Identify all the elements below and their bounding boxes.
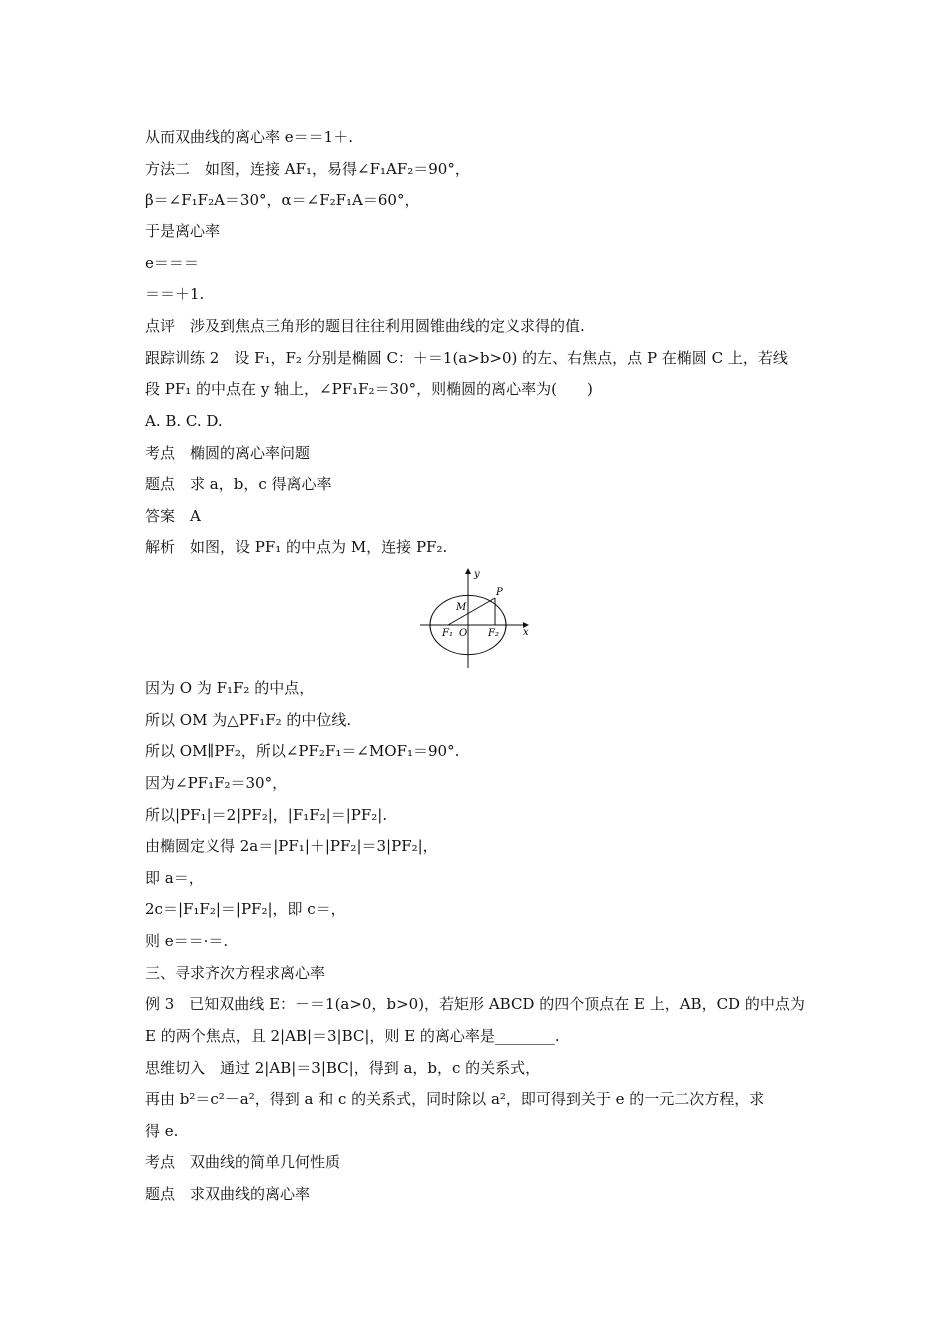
text-line: A. B. C. D. (145, 412, 223, 430)
text-line: e＝＝＝ (145, 254, 199, 272)
text-line: 题点 求双曲线的离心率 (145, 1185, 311, 1203)
text-line: 题点 求 a，b，c 得离心率 (145, 475, 332, 493)
text-line: 从而双曲线的离心率 e＝＝1＋. (145, 128, 353, 146)
label-F1: F₁ (442, 628, 453, 639)
label-y: y (474, 569, 480, 580)
text-line: 点评 涉及到焦点三角形的题目往往利用圆锥曲线的定义求得的值. (145, 317, 585, 335)
text-line: 答案 A (145, 507, 201, 525)
text-line: β＝∠F₁F₂A＝30°，α＝∠F₂F₁A＝60°， (145, 191, 420, 209)
text-line: 因为 O 为 F₁F₂ 的中点， (145, 679, 315, 697)
text-line: 则 e＝＝·＝. (145, 932, 229, 950)
text-line: 思维切入 通过 2|AB|＝3|BC|，得到 a，b，c 的关系式， (145, 1059, 541, 1077)
text-line: ＝＝＋1. (145, 285, 205, 303)
text-line: 即 a＝， (145, 869, 204, 887)
label-x: x (523, 627, 529, 638)
text-line: 考点 双曲线的简单几何性质 (145, 1153, 341, 1171)
label-F2: F₂ (488, 628, 499, 639)
text-line: 所以 OM∥PF₂，所以∠PF₂F₁＝∠MOF₁＝90°. (145, 742, 460, 760)
text-line: 2c＝|F₁F₂|＝|PF₂|，即 c＝， (145, 900, 346, 918)
text-line: 段 PF₁ 的中点在 y 轴上，∠PF₁F₂＝30°，则椭圆的离心率为( ) (145, 380, 593, 398)
ellipse-diagram (418, 565, 534, 671)
text-line: 跟踪训练 2 设 F₁，F₂ 分别是椭圆 C：＋＝1(a>b>0) 的左、右焦点，点 P 在椭圆 C 上，若线 (145, 349, 788, 367)
text-line: 例 3 已知双曲线 E：－＝1(a>0，b>0)，若矩形 ABCD 的四个顶点在 E 上，AB，CD 的中点为 (145, 995, 805, 1013)
text-line: E 的两个焦点，且 2|AB|＝3|BC|，则 E 的离心率是________. (145, 1027, 560, 1045)
text-line: 因为∠PF₁F₂＝30°， (145, 774, 288, 792)
label-O: O (459, 628, 468, 639)
text-line: 由椭圆定义得 2a＝|PF₁|＋|PF₂|＝3|PF₂|， (145, 837, 438, 855)
text-line: 考点 椭圆的离心率问题 (145, 444, 311, 462)
text-line: 所以|PF₁|＝2|PF₂|，|F₁F₂|＝|PF₂|. (145, 806, 388, 824)
text-line: 所以 OM 为△PF₁F₂ 的中位线. (145, 711, 352, 729)
label-M: M (456, 602, 467, 613)
label-P: P (496, 587, 503, 598)
text-line: 再由 b²＝c²－a²，得到 a 和 c 的关系式，同时除以 a²，即可得到关于 e 的一元二次方程，求 (145, 1090, 765, 1108)
text-line: 得 e. (145, 1122, 179, 1140)
ellipse-figure (418, 565, 534, 671)
text-line: 解析 如图，设 PF₁ 的中点为 M，连接 PF₂. (145, 538, 448, 556)
text-line: 于是离心率 (145, 222, 221, 240)
text-line: 方法二 如图，连接 AF₁，易得∠F₁AF₂＝90°， (145, 160, 470, 178)
section-heading: 三、寻求齐次方程求离心率 (145, 964, 326, 982)
